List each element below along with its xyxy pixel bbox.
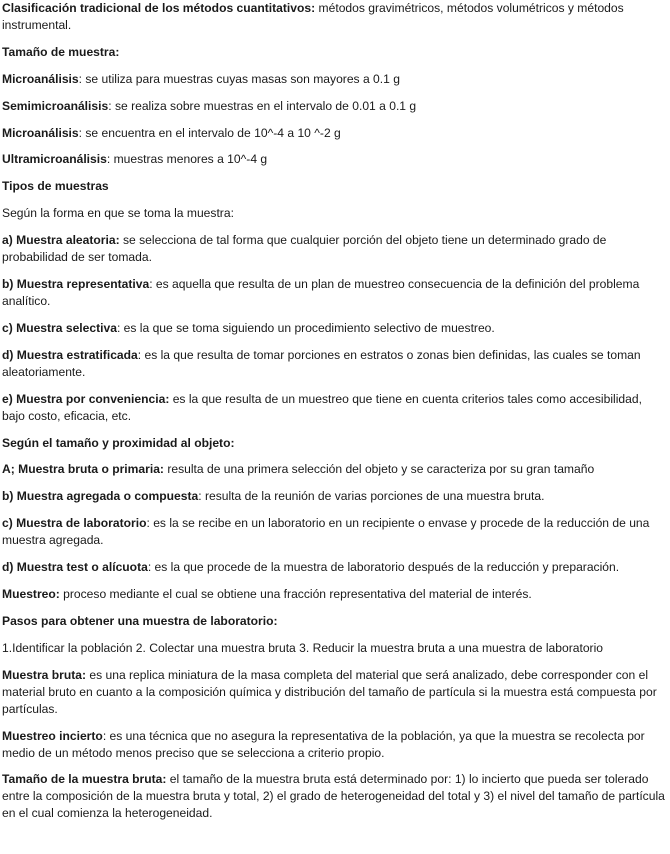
bold-term: Muestreo:: [2, 587, 60, 602]
body-text: : es la que resulta de tomar porciones en estratos o zonas bien definidas, las cuales se toman aleatoriamente.: [2, 347, 641, 379]
paragraph-p20: [2, 613, 666, 630]
paragraph-p14: [2, 435, 666, 452]
body-text: : es aquella que resulta de un plan de muestreo consecuencia de la definición del problema analítico.: [2, 277, 640, 309]
body-text: : es la que procede de la muestra de laboratorio después de la reducción y preparación.: [147, 560, 620, 575]
paragraph-p3: [2, 71, 666, 88]
bold-term: Tamaño de la muestra bruta:: [2, 772, 167, 787]
bold-term: Muestra bruta:: [2, 667, 86, 682]
bold-term: b) Muestra agregada o compuesta: [2, 489, 199, 504]
bold-term: e) Muestra por conveniencia:: [2, 391, 170, 406]
bold-term: A; Muestra bruta o primaria:: [2, 462, 164, 477]
body-text: : se realiza sobre muestras en el intervalo de 0.01 a 0.1 g: [108, 98, 417, 113]
body-text: Según la forma en que se toma la muestra:: [2, 206, 234, 221]
body-text: : resulta de la reunión de varias porciones de una muestra bruta.: [198, 489, 545, 504]
body-text: el tamaño de la muestra bruta está determinado por: 1) lo incierto que pueda ser tolerado entre la composición de la muestra bruta y total, 2) el grado de heterogeneidad del total y 3) el nivel del tamaño de partícula en el cual comienza la heterogeneidad.: [2, 772, 665, 821]
body-text: es una replica miniatura de la masa completa del material que será analizado, debe corresponder con el material bruto en cuanto a la composición química y distribución del tamaño de partícula si la muestra está compuesta por partículas.: [2, 667, 657, 716]
body-text: 1.Identificar la población 2. Colectar una muestra bruta 3. Reducir la muestra bruta a una muestra de laboratorio: [2, 640, 603, 655]
bold-term: Tipos de muestras: [2, 179, 109, 194]
paragraph-p7: [2, 178, 666, 195]
body-text: se selecciona de tal forma que cualquier porción del objeto tiene un determinado grado de probabilidad de ser tomada.: [2, 233, 607, 265]
bold-term: Microanálisis: [2, 71, 79, 86]
paragraph-p16: [2, 488, 666, 505]
paragraph-p17: [2, 515, 666, 549]
paragraph-p4: [2, 98, 666, 115]
body-text: es la que resulta de un muestreo que tiene en cuenta criterios tales como accesibilidad, bajo costo, eficacia, etc.: [2, 391, 642, 423]
paragraph-p1: [2, 0, 666, 34]
body-text: resulta de una primera selección del objeto y se caracteriza por su gran tamaño: [163, 462, 595, 477]
body-text: proceso mediante el cual se obtiene una fracción representativa del material de interés.: [59, 587, 532, 602]
paragraph-p2: [2, 44, 666, 61]
paragraph-p8: [2, 205, 666, 222]
paragraph-p13: [2, 391, 666, 425]
paragraph-p11: [2, 320, 666, 337]
body-text: : es la se recibe en un laboratorio en un recipiente o envase y procede de la reducción de una muestra agregada.: [2, 516, 650, 548]
paragraph-p21: [2, 640, 666, 657]
bold-term: Ultramicroanálisis: [2, 152, 107, 167]
body-text: : se utiliza para muestras cuyas masas son mayores a 0.1 g: [78, 71, 400, 86]
paragraph-p24: [2, 771, 666, 822]
bold-term: Según el tamaño y proximidad al objeto:: [2, 435, 235, 450]
body-text: : muestras menores a 10^-4 g: [106, 152, 268, 167]
bold-term: b) Muestra representativa: [2, 277, 150, 292]
paragraph-p18: [2, 559, 666, 576]
bold-term: c) Muestra selectiva: [2, 320, 117, 335]
bold-term: Microanálisis: [2, 125, 79, 140]
paragraph-p10: [2, 276, 666, 310]
paragraph-p5: [2, 125, 666, 142]
body-text: : se encuentra en el intervalo de 10^-4 a 10 ^-2 g: [78, 125, 341, 140]
paragraph-p22: [2, 667, 666, 718]
bold-term: Tamaño de muestra:: [2, 44, 120, 59]
body-text: métodos gravimétricos, métodos volumétricos y métodos instrumental.: [2, 1, 624, 32]
bold-term: d) Muestra test o alícuota: [2, 560, 148, 575]
bold-term: Pasos para obtener una muestra de laboratorio:: [2, 613, 278, 628]
bold-term: Muestreo incierto: [2, 728, 103, 743]
paragraph-p12: [2, 347, 666, 381]
bold-term: c) Muestra de laboratorio: [2, 516, 147, 531]
paragraph-p6: [2, 151, 666, 168]
body-text: : es una técnica que no asegura la representativa de la población, ya que la muestra se recolecta por medio de un método menos preciso que se selecciona a criterio propio.: [2, 728, 645, 760]
bold-term: d) Muestra estratificada: [2, 347, 138, 362]
bold-term: a) Muestra aleatoria:: [2, 233, 120, 248]
paragraph-p23: [2, 728, 666, 762]
body-text: : es la que se toma siguiendo un procedimiento selectivo de muestreo.: [116, 320, 495, 335]
bold-term: Clasificación tradicional de los métodos cuantitativos:: [2, 1, 316, 15]
paragraph-p9: [2, 232, 666, 266]
paragraph-p15: [2, 461, 666, 478]
paragraph-p19: [2, 586, 666, 603]
bold-term: Semimicroanálisis: [2, 98, 109, 113]
